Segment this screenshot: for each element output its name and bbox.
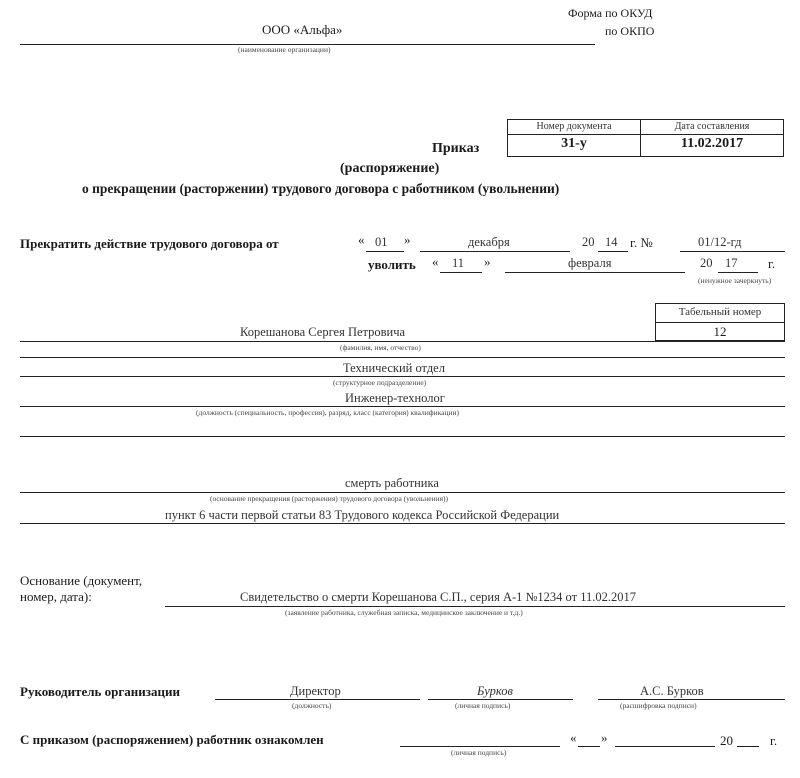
- employee-name: Корешанова Сергея Петровича: [240, 325, 406, 339]
- dismiss-year-suffix: г.: [768, 256, 776, 271]
- employee-position: Инженер-технолог: [345, 391, 445, 405]
- employee-department: Технический отдел: [343, 361, 445, 375]
- employee-department-caption: (структурное подразделение): [333, 378, 427, 387]
- open-quote: «: [358, 232, 365, 247]
- head-name-caption: (расшифровка подписи): [620, 701, 697, 710]
- acknowledgement-label: С приказом (распоряжением) работник ознакомлен: [20, 732, 324, 747]
- strike-caption: (ненужное зачеркнуть): [698, 276, 772, 285]
- document-date-value: 11.02.2017: [680, 136, 744, 151]
- contract-year-suffix: г. №: [630, 235, 653, 250]
- document-date-header: Дата составления: [674, 121, 750, 132]
- dismiss-label: уволить: [368, 257, 416, 272]
- head-position: Директор: [290, 684, 341, 698]
- ack-year-prefix: 20: [720, 733, 733, 748]
- termination-reason: смерть работника: [345, 476, 439, 490]
- basis-label-line1: Основание (документ,: [20, 573, 143, 588]
- okud-label: Форма по ОКУД: [568, 6, 653, 20]
- head-label: Руководитель организации: [20, 684, 180, 699]
- tab-number-table: [655, 303, 785, 341]
- order-subject: о прекращении (расторжении) трудового договора с работником (увольнении): [82, 181, 560, 196]
- document-number-value: 31-у: [561, 136, 587, 151]
- dismiss-year-prefix: 20: [700, 256, 713, 270]
- ack-close-quote: »: [601, 730, 608, 745]
- termination-reason-caption: (основание прекращения (расторжения) трудового договора (увольнения)): [210, 494, 449, 503]
- ack-open-quote: «: [570, 730, 577, 745]
- basis-caption: (заявление работника, служебная записка, медицинское заключение и т.д.): [285, 608, 523, 617]
- contract-number: 01/12-гд: [698, 235, 742, 249]
- dismiss-open-quote: «: [432, 254, 439, 269]
- head-position-caption: (должность): [292, 701, 332, 710]
- ack-year-suffix: г.: [770, 733, 778, 748]
- document-number-header: Номер документа: [536, 121, 612, 132]
- basis-document: Свидетельство о смерти Корешанова С.П., серия А-1 №1234 от 11.02.2017: [240, 590, 637, 604]
- contract-year-prefix: 20: [582, 235, 595, 249]
- terminate-label: Прекратить действие трудового договора от: [20, 236, 279, 251]
- contract-month: декабря: [468, 235, 510, 249]
- document-number-table: [507, 119, 784, 157]
- head-name: А.С. Бурков: [640, 684, 704, 698]
- okpo-label: по ОКПО: [605, 24, 655, 38]
- basis-label-line2: номер, дата):: [20, 589, 92, 604]
- organization-name: ООО «Альфа»: [262, 22, 343, 37]
- order-title: Приказ: [432, 141, 480, 156]
- tab-number-value: 12: [713, 324, 727, 339]
- employee-name-caption: (фамилия, имя, отчество): [340, 343, 421, 352]
- tab-number-header: Табельный номер: [678, 306, 762, 318]
- dismiss-close-quote: »: [484, 254, 491, 269]
- employee-position-caption: (должность (специальность, профессия), разряд, класс (категория) квалификации): [196, 408, 460, 417]
- head-signature-caption: (личная подпись): [455, 701, 511, 710]
- head-signature: Бурков: [477, 684, 513, 698]
- dismiss-month: февраля: [568, 256, 612, 270]
- dismiss-day: 11: [452, 256, 465, 270]
- contract-day: 01: [375, 235, 388, 249]
- termination-article: пункт 6 части первой статьи 83 Трудового кодекса Российской Федерации: [165, 508, 560, 522]
- organization-caption: (наименование организации): [238, 45, 331, 54]
- order-subtitle: (распоряжение): [340, 161, 440, 176]
- dismiss-year: 17: [725, 256, 738, 270]
- contract-year: 14: [605, 235, 618, 249]
- close-quote: »: [404, 232, 411, 247]
- acknowledgement-signature-caption: (личная подпись): [451, 748, 507, 757]
